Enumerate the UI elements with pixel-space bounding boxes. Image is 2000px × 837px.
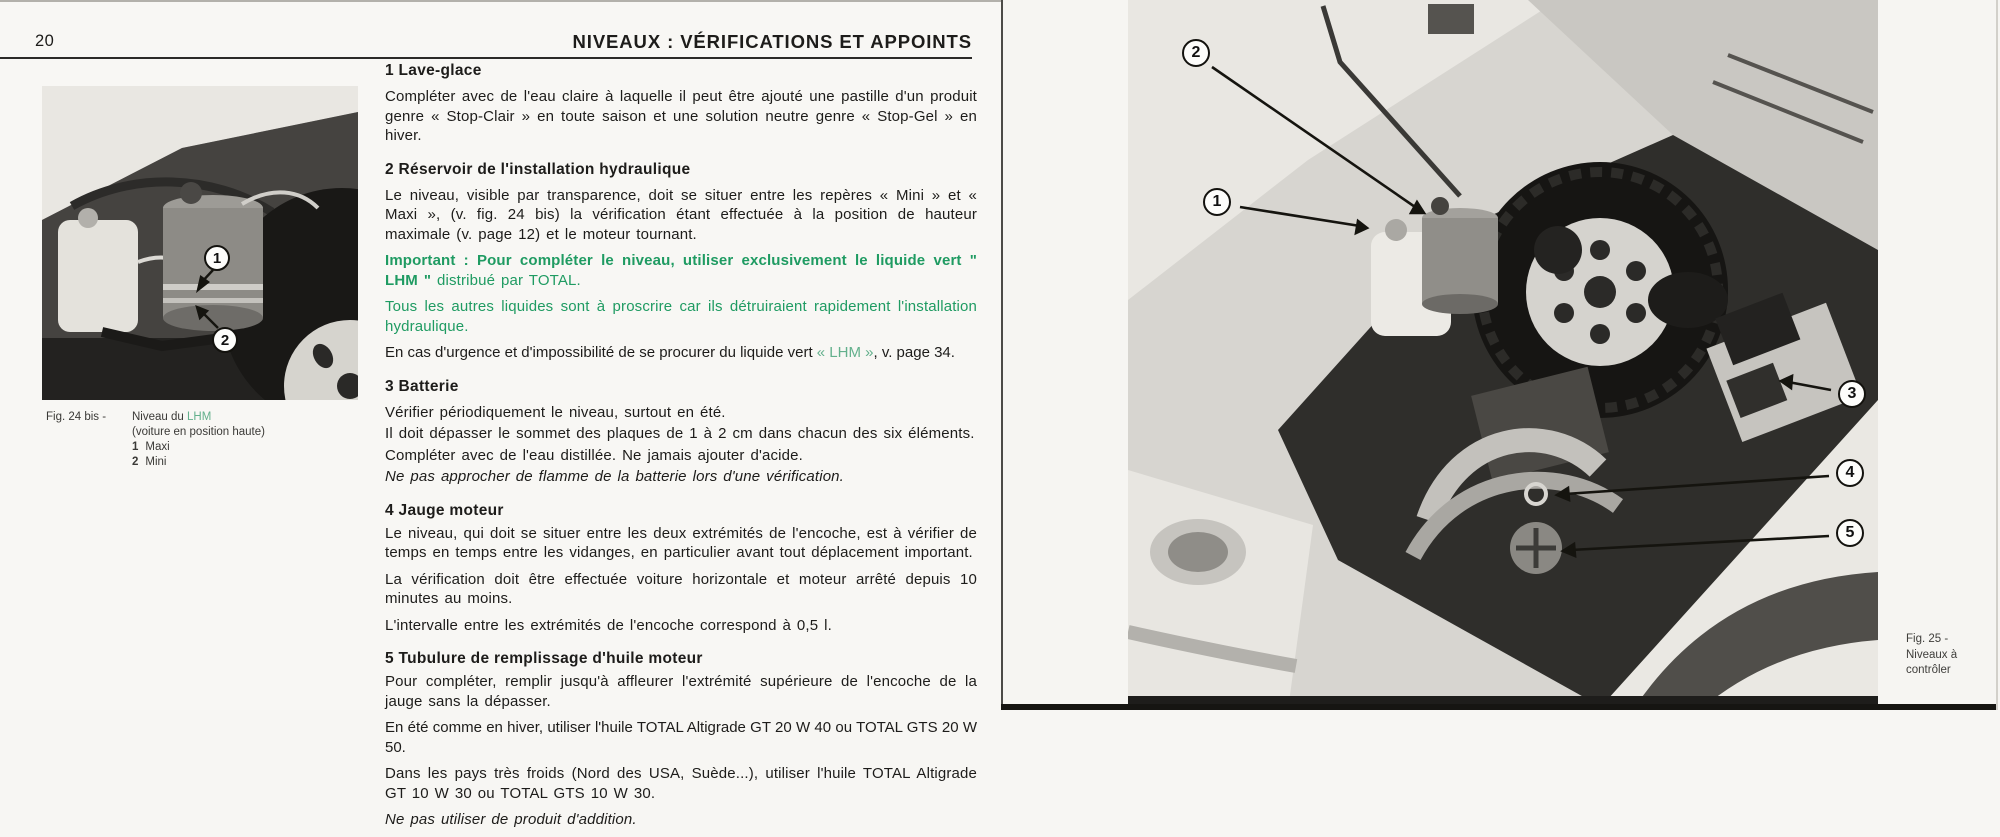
manual-right-page [1003,0,2000,710]
page-title: NIVEAUX : VÉRIFICATIONS ET APPOINTS [572,31,972,52]
callout-badge-3: 3 [1838,380,1866,408]
section-heading-reservoir-hydraulique: 2 Réservoir de l'installation hydraulique [385,160,691,178]
fig25-caption-line3: contrôler [1906,664,1951,677]
paragraph: Il doit dépasser le sommet des plaques de 1 à 2 cm dans chacun des six éléments. [385,425,975,442]
legend-num: 2 [132,455,139,468]
fig24bis-caption-line2: (voiture en position haute) [132,425,265,438]
paragraph-warning: Tous les autres liquides sont à proscrire car ils détruiraient rapidement l'installation hydraulique. [385,298,977,335]
page-number: 20 [35,32,55,50]
fig25-caption-line2: Niveaux à [1906,648,1958,661]
paragraph: Le niveau, visible par transparence, doit se situer entre les repères « Mini » et « Maxi », (v. fig. 24 bis) la vérification étant effectuée à la position de hauteur maximale (v. page 12) et le moteur tournant. [385,186,977,243]
paragraph-italic: Ne pas utiliser de produit d'addition. [385,811,637,828]
scan-top-edge [0,0,1040,2]
legend-label: Maxi [145,440,170,453]
fig24bis-photo [42,86,358,400]
paragraph: Compléter avec de l'eau distillée. Ne jamais ajouter d'acide. [385,446,803,464]
paragraph: Le niveau, qui doit se situer entre les deux extrémités de l'encoche, est à vérifier de temps en temps entre les vidanges, en particulier avant tout déplacement important. [385,524,977,561]
paragraph: Dans les pays très froids (Nord des USA, Suède...), utiliser l'huile TOTAL Altigrade GT 10 W 30 ou TOTAL GTS 10 W 30. [385,765,977,802]
caption-lhm: LHM [187,411,212,423]
fig25-caption [1906,632,1957,679]
urgence-lhm: « LHM » [816,344,874,361]
paragraph-urgence [385,343,977,363]
urgence-post: , v. page 34. [873,344,955,361]
important-bold-text: Important : Pour compléter le niveau, utiliser exclusivement le liquide vert " LHM " [385,252,977,289]
paragraph: Pour compléter, remplir jusqu'à affleurer l'extrémité supérieure de l'encoche de la jauge sans la dépasser. [385,673,977,710]
legend-num: 1 [132,440,139,453]
fig25-caption-line1: Fig. 25 - [1906,633,1949,645]
callout-badge-4: 4 [1836,459,1864,487]
paragraph-italic: Ne pas approcher de flamme de la batterie lors d'une vérification. [385,468,844,485]
manual-left-page [0,0,1002,828]
page-fold-line [1001,0,1003,710]
important-rest-text: distribué par TOTAL. [437,271,581,289]
section-heading-jauge-moteur: 4 Jauge moteur [385,501,504,519]
legend-label: Mini [145,455,167,468]
legend-item-mini [132,455,346,470]
callout-badge-1: 1 [204,245,230,271]
paragraph: La vérification doit être effectuée voiture horizontale et moteur arrêté depuis 10 minutes au moins. [385,570,977,607]
scan-bottom-edge [1001,704,1998,710]
fig25-photo [1128,0,1878,710]
callout-badge-2: 2 [1182,39,1210,67]
fig25-photo-art [1128,0,1878,710]
scan-right-edge [1996,0,1998,710]
legend-item-maxi [132,440,346,455]
paragraph: Compléter avec de l'eau claire à laquelle il peut être ajouté une pastille d'un produit genre « Stop-Clair » en toute saison et une solution neutre genre « Stop-Gel » en hiver. [385,88,977,144]
caption-text: Niveau du [132,411,184,423]
paragraph-important [385,251,977,290]
urgence-pre: En cas d'urgence et d'impossibilité de se procurer du liquide vert [385,344,813,361]
paragraph: Vérifier périodiquement le niveau, surtout en été. [385,403,726,421]
fig24bis-caption [46,410,346,470]
fig24bis-label: Fig. 24 bis - [46,411,107,423]
callout-badge-2: 2 [212,327,238,353]
paragraph: En été comme en hiver, utiliser l'huile TOTAL Altigrade GT 20 W 40 ou TOTAL GTS 20 W 50. [385,719,977,756]
body-text-column [385,56,977,837]
paragraph: L'intervalle entre les extrémités de l'encoche correspond à 0,5 l. [385,616,832,634]
fig24bis-photo-art [42,86,358,400]
section-heading-lave-glace: 1 Lave-glace [385,62,482,79]
callout-badge-1: 1 [1203,188,1231,216]
section-heading-tubulure: 5 Tubulure de remplissage d'huile moteur [385,650,703,667]
callout-badge-5: 5 [1836,519,1864,547]
section-heading-batterie: 3 Batterie [385,377,459,395]
fig24bis-caption-line1 [132,410,346,425]
